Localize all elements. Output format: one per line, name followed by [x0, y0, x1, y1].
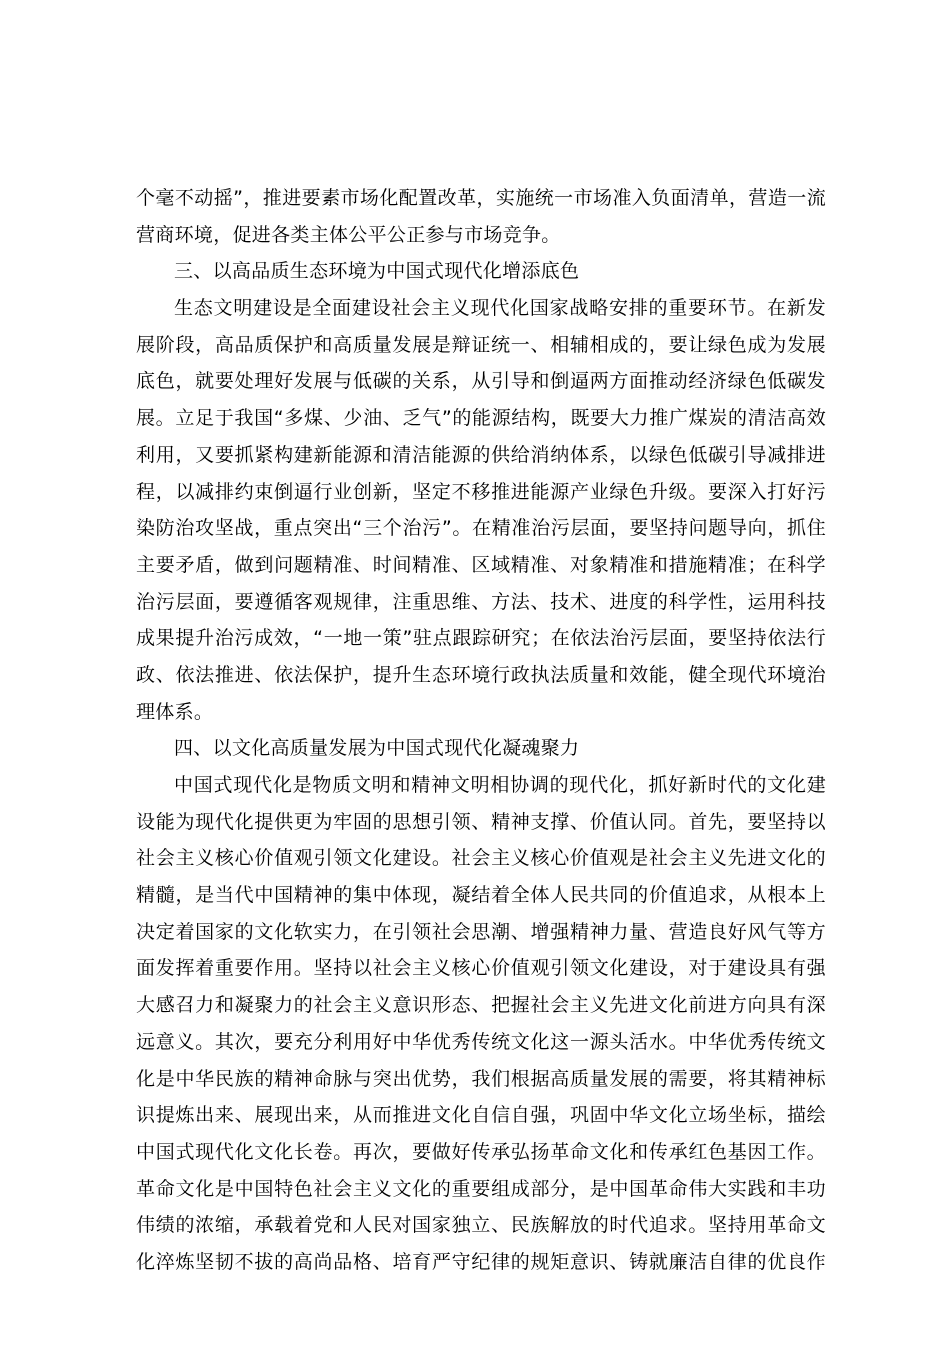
text-line: 生态文明建设是全面建设社会主义现代化国家战略安排的重要环节。在新发: [174, 297, 826, 320]
text-line: 中国式现代化文化长卷。再次，要做好传承弘扬革命文化和传承红色基因工作。: [136, 1140, 826, 1163]
section-heading-three: 三、以高品质生态环境为中国式现代化增添底色: [174, 260, 580, 283]
text-line: 底色，就要处理好发展与低碳的关系，从引导和倒逼两方面推动经济绿色低碳发: [136, 370, 826, 393]
text-line: 面发挥着重要作用。坚持以社会主义核心价值观引领文化建设，对于建设具有强: [136, 957, 826, 980]
text-line: 个毫不动摇”，推进要素市场化配置改革，实施统一市场准入负面清单，营造一流: [136, 187, 826, 209]
text-line: 伟绩的浓缩，承载着党和人民对国家独立、民族解放的时代追求。坚持用革命文: [136, 1214, 826, 1237]
text-line: 远意义。其次，要充分利用好中华优秀传统文化这一源头活水。中华优秀传统文: [136, 1030, 826, 1053]
text-line: 理体系。: [136, 700, 214, 723]
text-line: 成果提升治污成效，“一地一策”驻点跟踪研究；在依法治污层面，要坚持依法行: [136, 627, 826, 650]
text-line: 营商环境，促进各类主体公平公正参与市场竞争。: [136, 223, 561, 246]
text-line: 中国式现代化是物质文明和精神文明相协调的现代化，抓好新时代的文化建: [174, 774, 826, 796]
text-line: 化是中华民族的精神命脉与突出优势，我们根据高质量发展的需要，将其精神标: [136, 1067, 826, 1090]
text-line: 利用，又要抓紧构建新能源和清洁能源的供给消纳体系，以绿色低碳引导减排进: [136, 443, 826, 466]
text-line: 革命文化是中国特色社会主义文化的重要组成部分，是中国革命伟大实践和丰功: [136, 1177, 826, 1200]
text-line: 决定着国家的文化软实力，在引领社会思潮、增强精神力量、营造良好风气等方: [136, 920, 826, 943]
text-line: 主要矛盾，做到问题精准、时间精准、区域精准、对象精准和措施精准；在科学: [136, 553, 826, 576]
text-line: 展阶段，高品质保护和高质量发展是辩证统一、相辅相成的，要让绿色成为发展: [136, 333, 826, 356]
text-line: 治污层面，要遵循客观规律，注重思维、方法、技术、进度的科学性，运用科技: [136, 590, 826, 613]
text-line: 识提炼出来、展现出来，从而推进文化自信自强，巩固中华文化立场坐标，描绘: [136, 1104, 826, 1127]
text-line: 化淬炼坚韧不拔的高尚品格、培育严守纪律的规矩意识、铸就廉洁自律的优良作: [136, 1250, 826, 1273]
text-line: 大感召力和凝聚力的社会主义意识形态、把握社会主义先进文化前进方向具有深: [136, 994, 826, 1017]
text-line: 展。立足于我国“多煤、少油、乏气”的能源结构，既要大力推广煤炭的清洁高效: [136, 407, 826, 430]
text-line: 社会主义核心价值观引领文化建设。社会主义核心价值观是社会主义先进文化的: [136, 847, 826, 870]
text-line: 精髓，是当代中国精神的集中体现，凝结着全体人民共同的价值追求，从根本上: [136, 884, 826, 907]
text-line: 政、依法推进、依法保护，提升生态环境行政执法质量和效能，健全现代环境治: [136, 663, 826, 686]
text-line: 程，以减排约束倒逼行业创新，坚定不移推进能源产业绿色升级。要深入打好污: [136, 480, 826, 503]
text-line: 染防治攻坚战，重点突出“三个治污”。在精准治污层面，要坚持问题导向，抓住: [136, 517, 826, 540]
section-heading-four: 四、以文化高质量发展为中国式现代化凝魂聚力: [174, 737, 580, 760]
document-body: [136, 180, 826, 1281]
text-line: 设能为现代化提供更为牢固的思想引领、精神支撑、价值认同。首先，要坚持以: [136, 810, 826, 833]
